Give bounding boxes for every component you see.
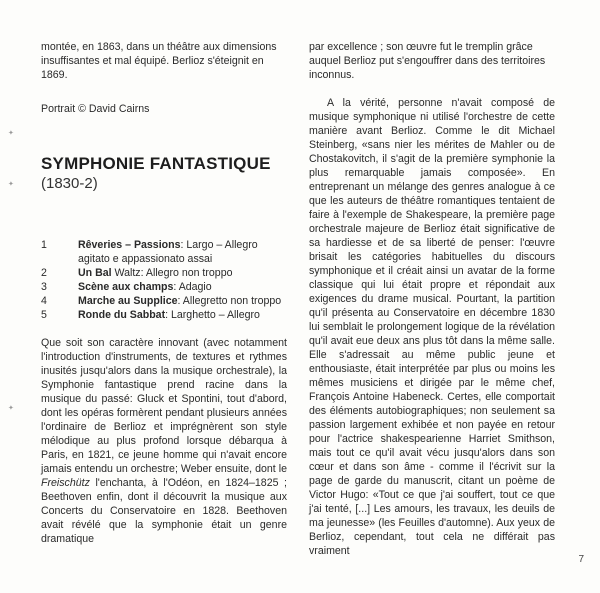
movement-name: Rêveries – Passions — [78, 239, 181, 251]
margin-mark: ✦ — [8, 130, 14, 137]
movement-detail: Waltz: Allegro non troppo — [111, 267, 233, 279]
continued-paragraph: par excellence ; son œuvre fut le tremplin grâce auquel Berlioz put s'engouffrer dans des territoires inconnus. — [309, 41, 546, 81]
movement-number: 5 — [41, 309, 47, 321]
movement-list — [41, 238, 287, 322]
right-column — [309, 40, 555, 558]
movement-item — [41, 266, 287, 280]
movement-detail: : Adagio — [173, 281, 212, 293]
movement-number: 3 — [41, 281, 47, 293]
movement-name: Marche au Supplice — [78, 295, 178, 307]
movement-item — [41, 308, 287, 322]
movement-detail: : Larghetto – Allegro — [165, 309, 260, 321]
movement-name: Un Bal — [78, 267, 112, 279]
body-paragraph: Que soit son caractère innovant (avec notamment l'introduction d'instruments, de textures et rythmes inusités jusqu'alors dans la musique orchestrale), la Symphonie fantastique prend racine dans la musique du passé: Gluck et Spontini, tout d'abord, dont les opéras formèrent pendant plusieurs années l'ordinaire de Berlioz et imprégnèrent son style mélodique au plus profond lorsque débarqua à Paris, en 1821, ce jeune homme qui n'avait encore jamais entendu un orchestre; Weber ensuite, dont le Freischütz l'enchanta, à l'Odéon, en 1824–1825 ; Beethoven enfin, dont il découvrit la musique aux Concerts du Conservatoire en 1828. Beethoven avait révélé que la symphonie était un genre dramatique — [41, 337, 287, 545]
movement-number: 4 — [41, 295, 47, 307]
work-date: (1830-2) — [41, 175, 98, 192]
movement-detail: : Allegretto non troppo — [177, 295, 282, 307]
movement-number: 1 — [41, 239, 47, 251]
work-title: SYMPHONIE FANTASTIQUE — [41, 154, 271, 173]
movement-detail: : Largo – Allegro agitato e appassionato assai — [78, 239, 258, 265]
movement-item — [41, 238, 287, 266]
left-column — [41, 40, 287, 546]
movement-name: Scène aux champs — [78, 281, 174, 293]
movement-name: Ronde du Sabbat — [78, 309, 166, 321]
movement-item — [41, 294, 287, 308]
page-number: 7 — [578, 554, 584, 565]
body-paragraph: A la vérité, personne n'avait composé de musique symphonique ni utilisé l'orchestre de cette manière avant Berlioz. Comme le dit Michael Steinberg, «sans nier les mérites de Mahler ou de Chostakovitch, il s'agit de la première symphonie la plus remarquable jamais composée». En entreprenant un mélange des genres analogue à ce que les auteurs de théâtre romantiques tentaient de faire à l'exemple de Shakespeare, la première page orchestrale majeure de Berlioz était significative de sa hardiesse et de sa liberté de penser: l'œuvre brisait les catégories habituelles du discours symphonique et il créait ainsi un avatar de la forme classique qui lui était propre et répondait aux exigences du drame musical. Pourtant, la partition qu'il présenta au Conservatoire en décembre 1830 lui semblait le prolongement logique de la révélation qu'il avait eue deux ans plus tôt dans la même salle. Elle s'adressait au même public jeune et enthousiaste, était interprétée par plus ou moins les mêmes musiciens et dirigée par le même chef, François Antoine Habeneck. Certes, elle comportait des éléments autobiographiques; non seulement sa passion largement exhibée et non payée en retour pour l'actrice shakespearienne Harriet Smithson, mais tout ce qu'il avait vécu jusqu'alors dans son cœur et dans son âme - comme il l'écrivit sur la page de garde du manuscrit, citant un poème de Victor Hugo: «Tout ce que j'ai souffert, tout ce que j'ai tenté, [...] Les amours, les travaux, les deuils de ma jeunesse» (les Feuilles d'automne). Aux yeux de Berlioz, cependant, tout cela ne différait pas vraiment — [309, 97, 555, 557]
margin-mark: ✦ — [8, 405, 14, 412]
photo-credit: Portrait © David Cairns — [41, 103, 150, 115]
work-reference: Freischütz — [41, 477, 90, 489]
movement-number: 2 — [41, 267, 47, 279]
intro-paragraph: montée, en 1863, dans un théâtre aux dimensions insuffisantes et mal équipé. Berlioz s'éteignit en 1869. — [41, 41, 277, 81]
margin-mark: ✦ — [8, 181, 14, 188]
movement-item — [41, 280, 287, 294]
